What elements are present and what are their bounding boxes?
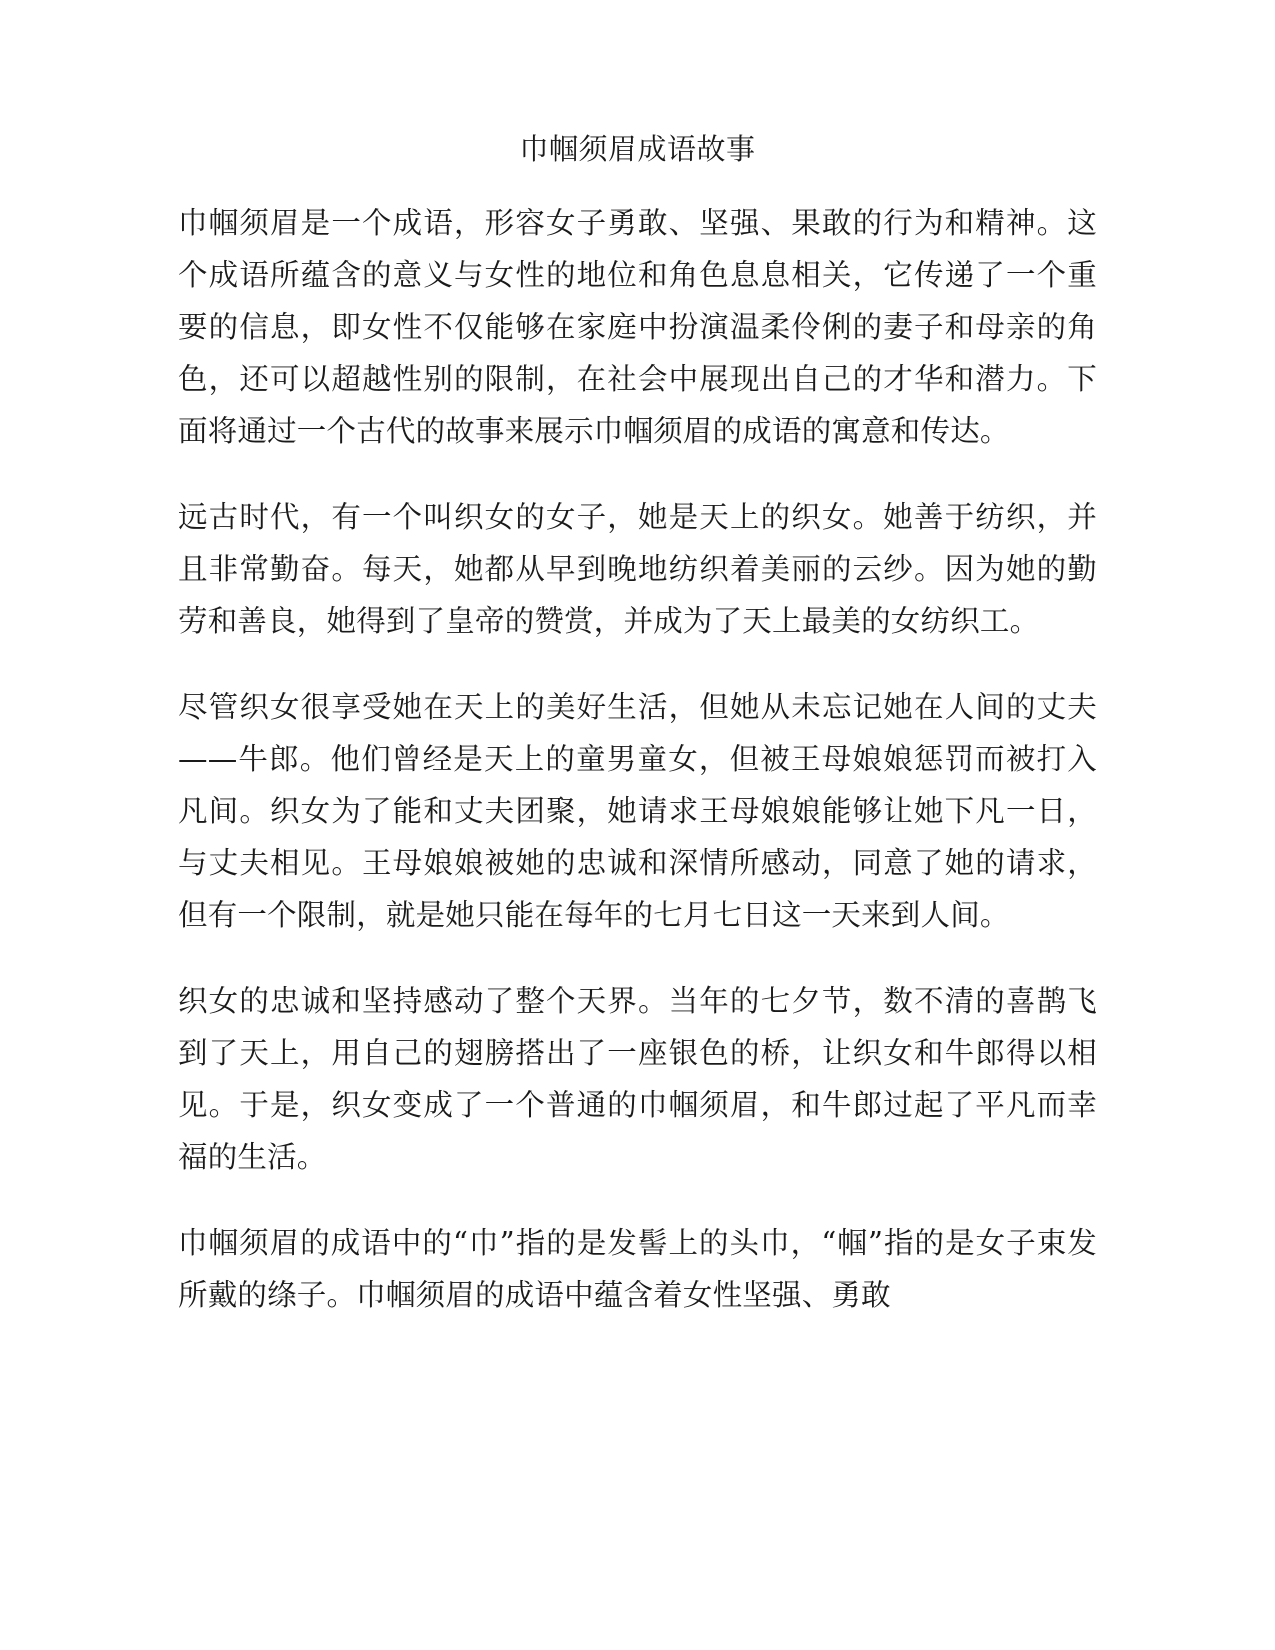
paragraph-4: 织女的忠诚和坚持感动了整个天界。当年的七夕节，数不清的喜鹊飞到了天上，用自己的翅膀搭出了一座银色的桥，让织女和牛郎得以相见。于是，织女变成了一个普通的巾帼须眉，和牛郎过起了平凡而幸福的生活。 [178, 984, 1097, 1175]
paragraph-2: 远古时代，有一个叫织女的女子，她是天上的织女。她善于纺织，并且非常勤奋。每天，她都从早到晚地纺织着美丽的云纱。因为她的勤劳和善良，她得到了皇帝的赞赏，并成为了天上最美的女纺织工。 [178, 500, 1097, 639]
paragraph-5: 巾帼须眉的成语中的“巾”指的是发髻上的头巾，“帼”指的是女子束发所戴的绦子。巾帼须眉的成语中蕴含着女性坚强、勇敢 [178, 1226, 1097, 1313]
paragraph-1: 巾帼须眉是一个成语，形容女子勇敢、坚强、果敢的行为和精神。这个成语所蕴含的意义与女性的地位和角色息息相关，它传递了一个重要的信息，即女性不仅能够在家庭中扮演温柔伶俐的妻子和母亲的角色，还可以超越性别的限制，在社会中展现出自己的才华和潜力。下面将通过一个古代的故事来展示巾帼须眉的成语的寓意和传达。 [178, 206, 1097, 449]
page-title: 巾帼须眉成语故事 [519, 132, 756, 166]
paragraph-3: 尽管织女很享受她在天上的美好生活，但她从未忘记她在人间的丈夫——牛郎。他们曾经是天上的童男童女，但被王母娘娘惩罚而被打入凡间。织女为了能和丈夫团聚，她请求王母娘娘能够让她下凡一日，与丈夫相见。王母娘娘被她的忠诚和深情所感动，同意了她的请求，但有一个限制，就是她只能在每年的七月七日这一天来到人间。 [178, 690, 1097, 933]
